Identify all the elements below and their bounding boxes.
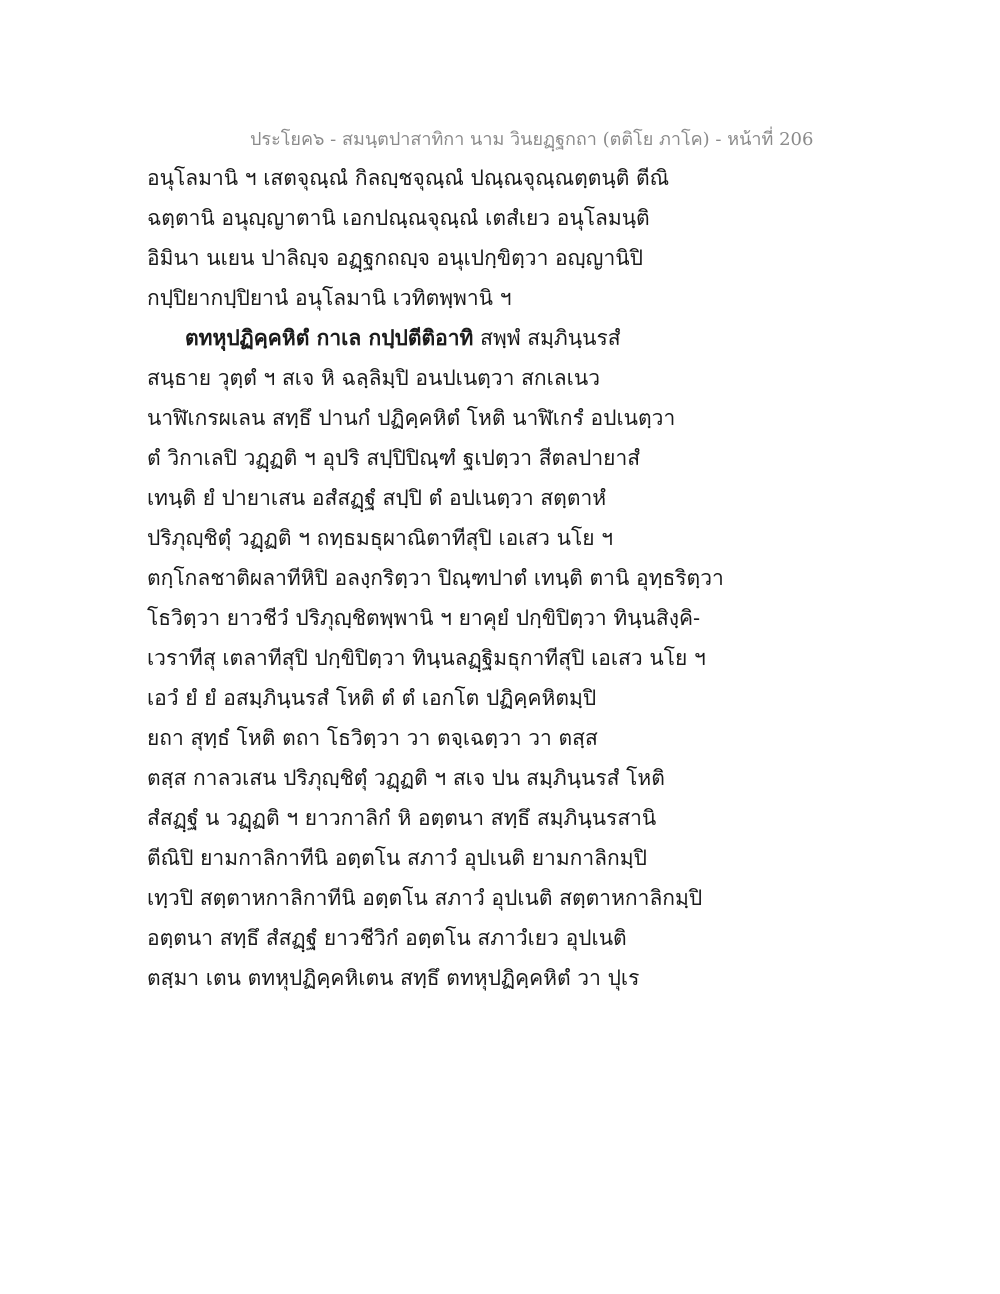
body-text [147,158,724,998]
bold-lemma: ตทหุปฏิคฺคหิตํ กาเล กปฺปตีติอาทิ [185,325,474,350]
text-line: อตฺตนา สทฺธึ สํสฏฺฐํ ยาวชีวิกํ อตฺตโน สภาวํเยว อุปเนติ [147,926,627,950]
text-line: กปฺปิยากปฺปิยานํ อนุโลมานิ เวทิตพฺพานิ ฯ [147,286,512,310]
text-line: ตสฺมา เตน ตทหุปฏิคฺคหิเตน สทฺธึ ตทหุปฏิคฺคหิตํ วา ปุเร [147,966,640,990]
text-line: ตสฺส กาลวเสน ปริภุญฺชิตุํ วฏฺฏติ ฯ สเจ ปน สมฺภินฺนรสํ โหติ [147,766,665,790]
text-line: ปริภุญฺชิตุํ วฏฺฏติ ฯ ถทฺธมธุผาณิตาทีสุปิ เอเสว นโย ฯ [147,526,614,550]
text-line: เอวํ ยํ ยํ อสมฺภินฺนรสํ โหติ ตํ ตํ เอกโต ปฏิคฺคหิตมฺปิ [147,686,597,710]
text-line: ฉตฺตานิ อนุญฺญาตานิ เอกปณฺณจุณฺณํ เตสํเยว อนุโลมนฺติ [147,206,650,230]
running-header: ประโยค๖ - สมนฺตปาสาทิกา นาม วินยฏฺฐกถา (ตติโย ภาโค) - หน้าที่ 206 [250,129,814,150]
text-line: เทนฺติ ยํ ปายาเสน อสํสฏฺฐํ สปฺปิ ตํ อปเนตฺวา สตฺตาหํ [147,486,607,510]
text-line: ตํ วิกาเลปิ วฏฺฏติ ฯ อุปริ สปฺปิปิณฺฑํ ฐเปตฺวา สีตลปายาสํ [147,446,641,470]
text-line: ตีณิปิ ยามกาลิกาทีนิ อตฺตโน สภาวํ อุปเนติ ยามกาลิกมฺปิ [147,846,647,870]
text-line: เวราทีสุ เตลาทีสุปิ ปกฺขิปิตฺวา ทินฺนลฏฺฐิมธุกาทีสุปิ เอเสว นโย ฯ [147,646,706,670]
lemma-continuation: สพฺพํ สมฺภินฺนรสํ [480,326,621,350]
text-line: สํสฏฺฐํ น วฏฺฏติ ฯ ยาวกาลิกํ หิ อตฺตนา สทฺธึ สมฺภินฺนรสานิ [147,806,657,830]
text-line: ยถา สุทฺธํ โหติ ตถา โธวิตฺวา วา ตจฺเฉตฺวา วา ตสฺส [147,726,598,750]
text-line: อนุโลมานิ ฯ เสตจุณฺณํ กิลญฺชจุณฺณํ ปณฺณจุณฺณตฺตนฺติ ตีณิ [147,166,670,190]
text-line: อิมินา นเยน ปาลิญฺจ อฏฺฐกถญฺจ อนุเปกฺขิตฺวา อญฺญานิปิ [147,246,643,270]
text-line: ตกฺโกลชาติผลาทีหิปิ อลงฺกริตฺวา ปิณฺฑปาตํ เทนฺติ ตานิ อุทฺธริตฺวา [147,566,724,590]
text-line: สนฺธาย วุตฺตํ ฯ สเจ หิ ฉลฺลิมฺปิ อนปเนตฺวา สกเลเนว [147,366,600,390]
text-line: โธวิตฺวา ยาวชีวํ ปริภุญฺชิตพฺพานิ ฯ ยาคุยํ ปกฺขิปิตฺวา ทินฺนสิงฺคิ- [147,606,701,630]
paragraph-start-line [147,318,707,358]
text-line: เทฺวปิ สตฺตาหกาลิกาทีนิ อตฺตโน สภาวํ อุปเนติ สตฺตาหกาลิกมฺปิ [147,886,703,910]
text-line: นาฬิเกรผเลน สทฺธึ ปานกํ ปฏิคฺคหิตํ โหติ นาฬิเกรํ อปเนตฺวา [147,406,676,430]
